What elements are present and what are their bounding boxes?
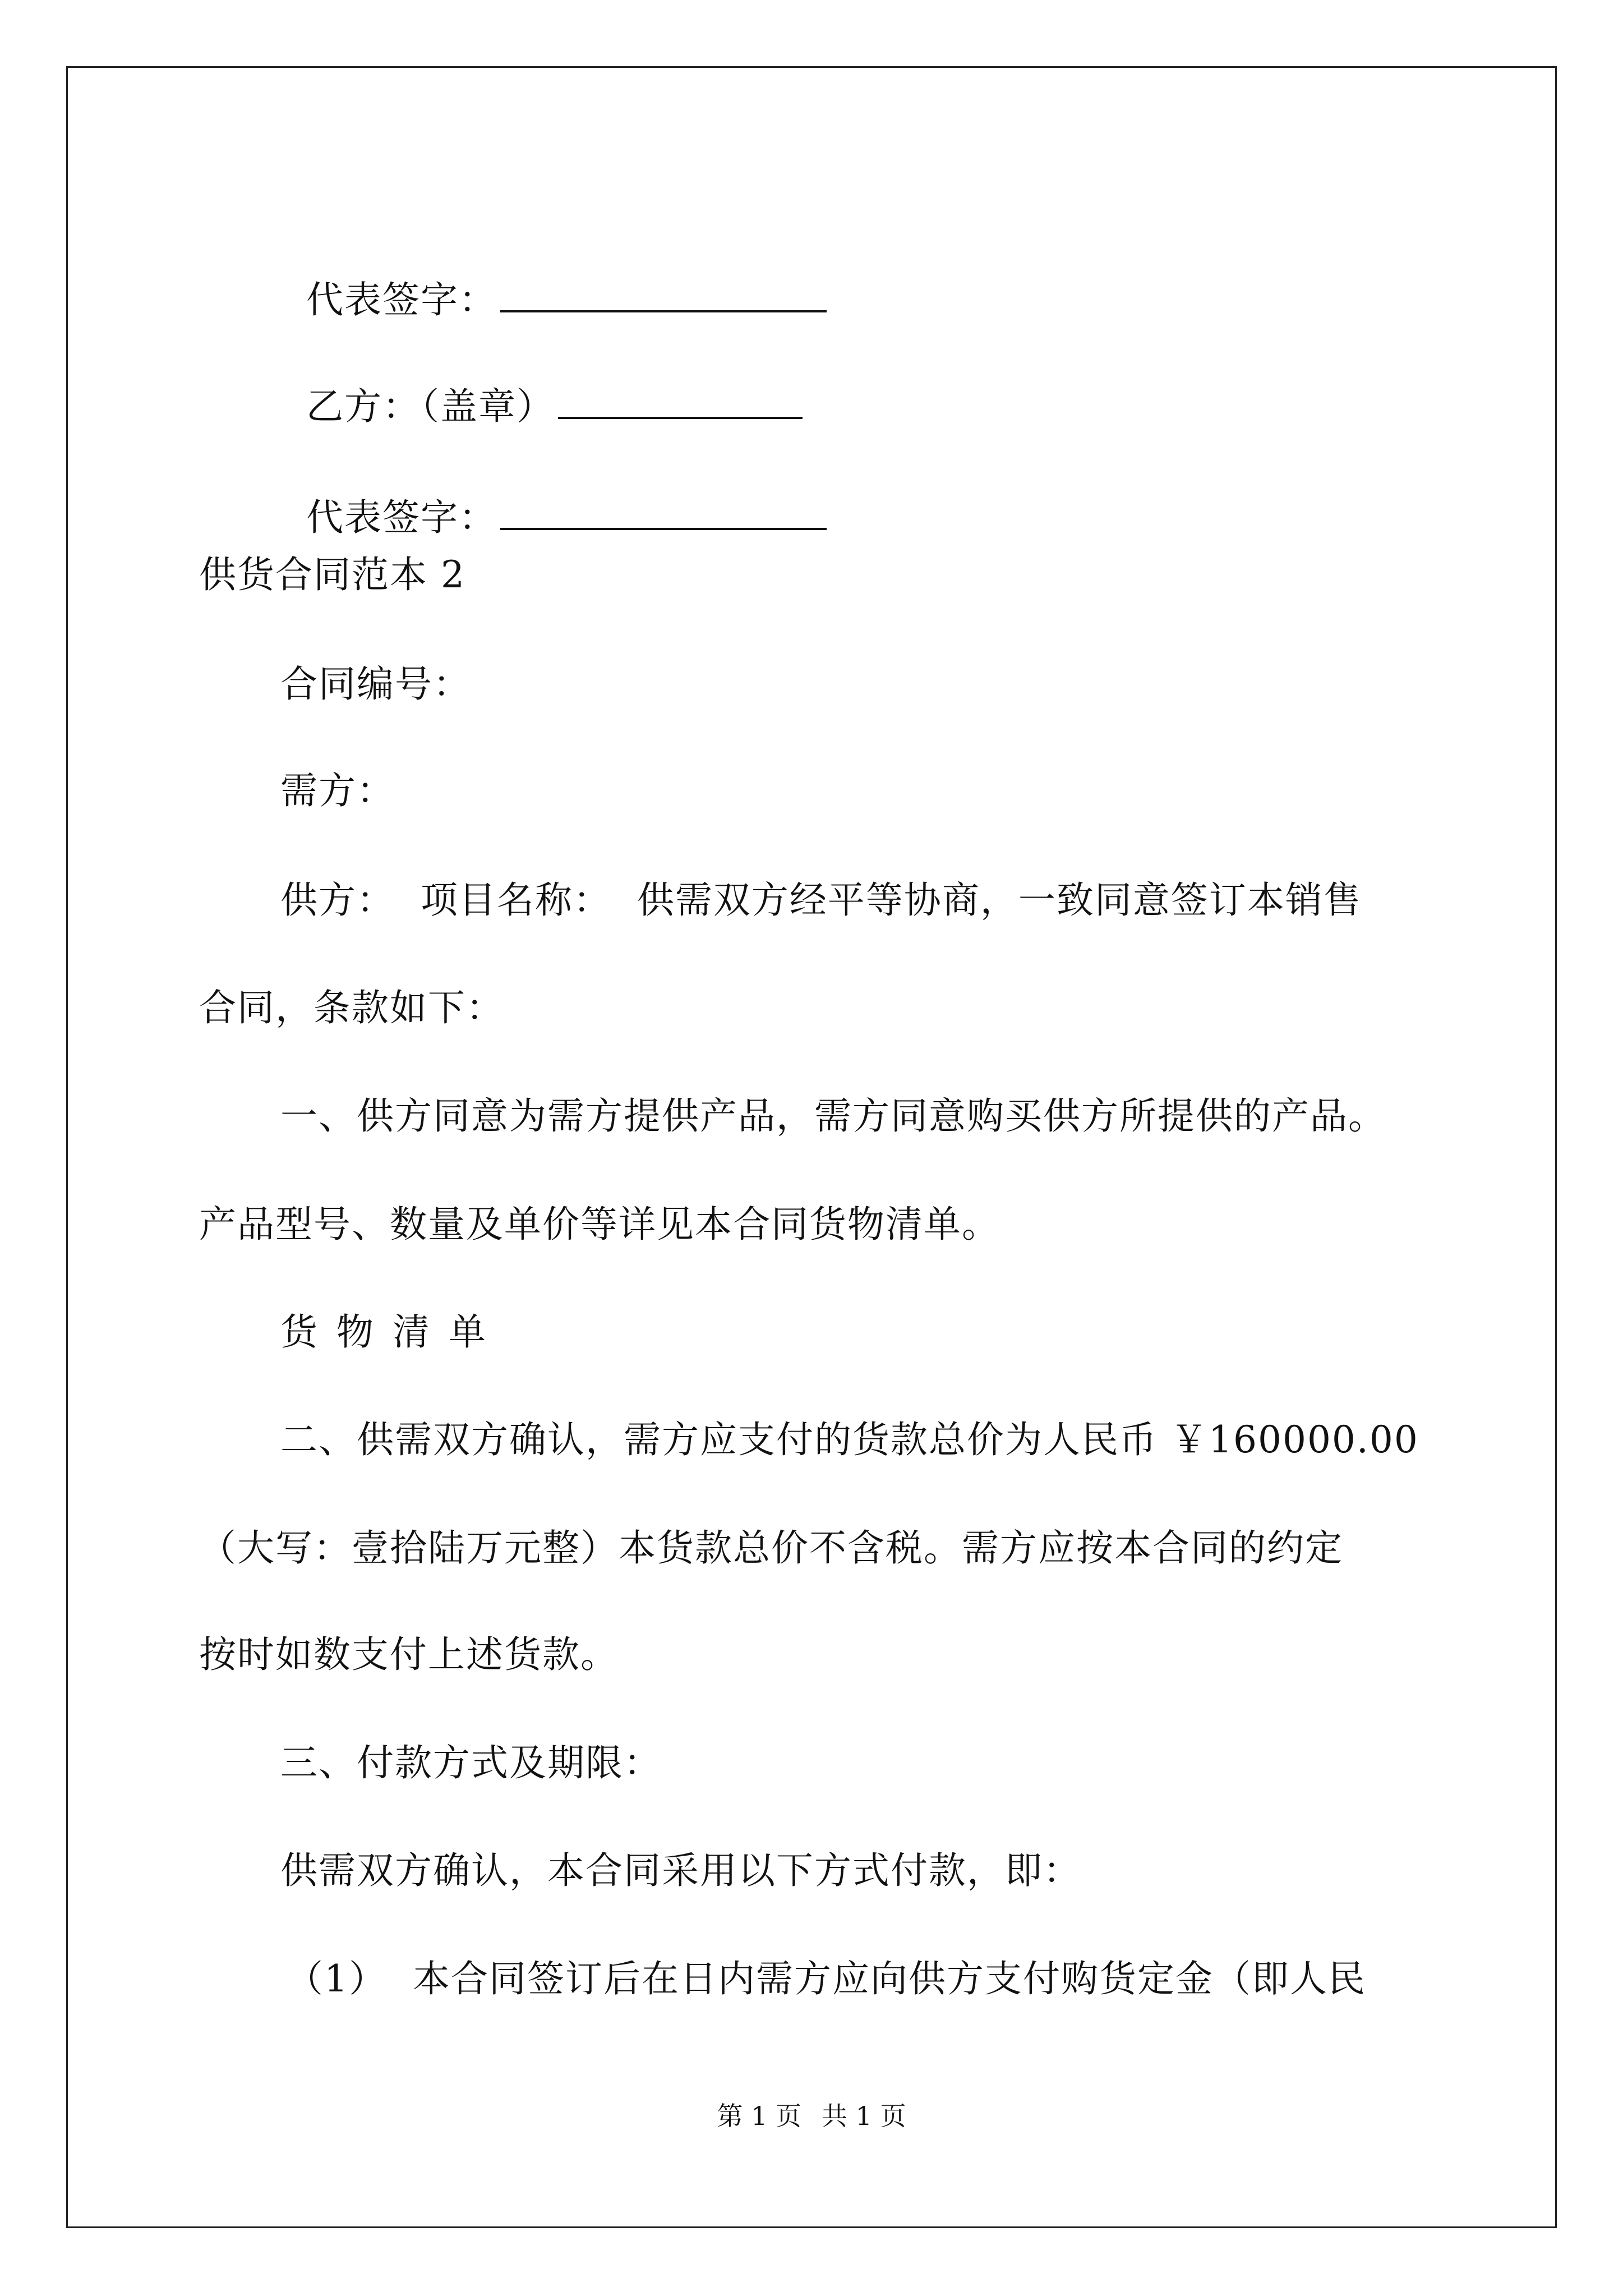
page-total: 共 1 页 [822,2101,906,2131]
signature-line-1 [280,224,827,325]
payment-item-1: （1） 本合同签订后在日内需方应向供方支付购货定金（即人民 [286,1957,1366,2000]
page-footer [0,2099,1623,2133]
clause-two-line: 二、供需双方确认，需方应支付的货款总价为人民币 ￥160000.00 [280,1418,1419,1461]
body-text-line: （大写：壹拾陆万元整）本货款总价不含税。需方应按本合同的约定 [199,1526,1343,1570]
section-heading: 供货合同范本 2 [199,553,465,596]
body-text-line: 供方： 项目名称： 供需双方经平等协商，一致同意签订本销售 [280,878,1362,922]
goods-list-heading: 货物清单 [280,1310,505,1354]
contract-number-label: 合同编号： [280,662,471,706]
page-number: 第 1 页 [717,2101,801,2131]
body-text-line: 供需双方确认，本合同采用以下方式付款，即： [280,1849,1081,1892]
clause-one-line: 一、供方同意为需方提供产品，需方同意购买供方所提供的产品。 [280,1094,1386,1138]
body-text-line: 产品型号、数量及单价等详见本合同货物清单。 [199,1203,1000,1246]
representative-signature-label: 代表签字： [306,496,497,539]
seal-blank[interactable] [558,384,803,419]
signature-blank[interactable] [500,278,827,312]
representative-signature-label: 代表签字： [306,278,497,321]
body-text-line: 按时如数支付上述货款。 [199,1633,619,1676]
signature-line-2 [280,442,827,543]
body-text-line: 合同，条款如下： [199,986,504,1029]
party-b-seal-label: 乙方：（盖章） [306,385,555,428]
party-b-seal-line [280,331,803,432]
clause-three-heading: 三、付款方式及期限： [280,1741,662,1784]
signature-blank[interactable] [500,495,827,530]
buyer-label: 需方： [280,769,395,812]
